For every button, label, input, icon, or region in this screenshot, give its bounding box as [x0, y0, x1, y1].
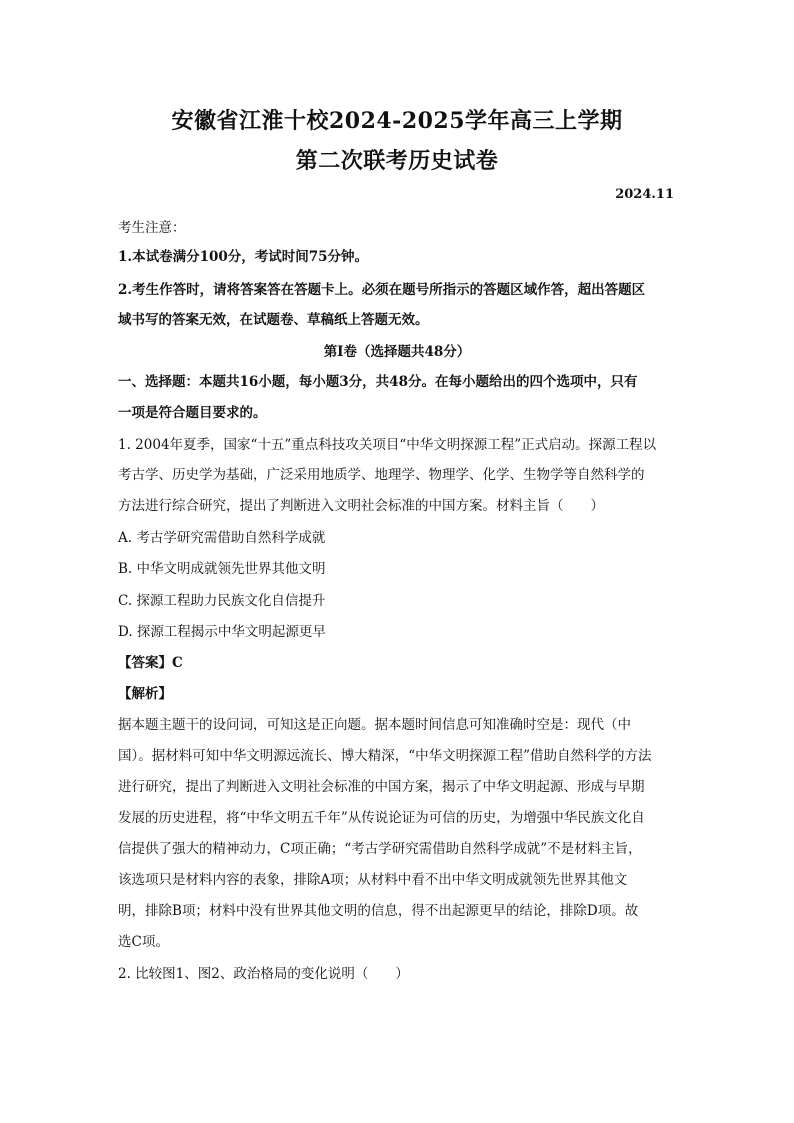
- notice-heading: 考生注意：: [118, 220, 186, 236]
- question-1-stem-line-1: 1. 2004年夏季，国家“十五”重点科技攻关项目“中华文明探源工程”正式启动。探源工程以: [118, 437, 657, 453]
- notice-item-2-line-2: 域书写的答案无效，在试题卷、草稿纸上答题无效。: [118, 312, 429, 328]
- question-1-analysis-line-7: 明，排除B项；材料中没有世界其他文明的信息，得不出起源更早的结论，排除D项。故: [118, 903, 639, 919]
- exam-date: 2024.11: [615, 187, 674, 202]
- section-instruction-line-2: 一项是符合题目要求的。: [118, 405, 267, 421]
- question-1-analysis-line-2: 国）。据材料可知中华文明源远流长、博大精深，“中华文明探源工程”借助自然科学的方法: [118, 748, 652, 764]
- question-1-stem-line-3: 方法进行综合研究，提出了判断进入文明社会标准的中国方案。材料主旨（ ）: [118, 498, 604, 514]
- question-1-analysis-heading: 【解析】: [118, 686, 172, 702]
- exam-title: 安徽省江淮十校2024-2025学年高三上学期: [171, 108, 623, 134]
- section-title: 第Ⅰ卷（选择题共48分）: [323, 344, 471, 360]
- question-1-option-c: C. 探源工程助力民族文化自信提升: [118, 593, 326, 609]
- question-1-analysis-line-3: 进行研究，提出了判断进入文明社会标准的中国方案，揭示了中华文明起源、形成与早期: [118, 779, 645, 795]
- question-1-stem-line-2: 考古学、历史学为基础，广泛采用地质学、地理学、物理学、化学、生物学等自然科学的: [118, 467, 645, 483]
- question-1-option-d: D. 探源工程揭示中华文明起源更早: [118, 624, 326, 640]
- question-1-option-a: A. 考古学研究需借助自然科学成就: [118, 530, 326, 546]
- question-1-analysis-line-8: 选C项。: [118, 934, 169, 950]
- question-1-answer: 【答案】C: [118, 655, 183, 671]
- question-1-analysis-line-4: 发展的历史进程，将“中华文明五千年”从传说论证为可信的历史，为增强中华民族文化自: [118, 810, 645, 826]
- question-1-analysis-line-5: 信提供了强大的精神动力，C项正确；“考古学研究需借助自然科学成就”不是材料主旨，: [118, 841, 642, 857]
- exam-subtitle: 第二次联考历史试卷: [295, 148, 499, 174]
- notice-item-1: 1.本试卷满分100分，考试时间75分钟。: [118, 249, 369, 265]
- question-1-analysis-line-6: 该选项只是材料内容的表象，排除A项；从材料中看不出中华文明成就领先世界其他文: [118, 872, 628, 888]
- question-2-stem-line-1: 2. 比较图1、图2、政治格局的变化说明（ ）: [118, 966, 409, 982]
- section-instruction-line-1: 一、选择题：本题共16小题，每小题3分，共48分。在每小题给出的四个选项中，只有: [118, 374, 638, 390]
- question-1-option-b: B. 中华文明成就领先世界其他文明: [118, 561, 326, 577]
- notice-item-2-line-1: 2.考生作答时，请将答案答在答题卡上。必须在题号所指示的答题区域作答，超出答题区: [118, 282, 646, 298]
- question-1-analysis-line-1: 据本题主题干的设问词，可知这是正向题。据本题时间信息可知准确时空是：现代（中: [118, 717, 631, 733]
